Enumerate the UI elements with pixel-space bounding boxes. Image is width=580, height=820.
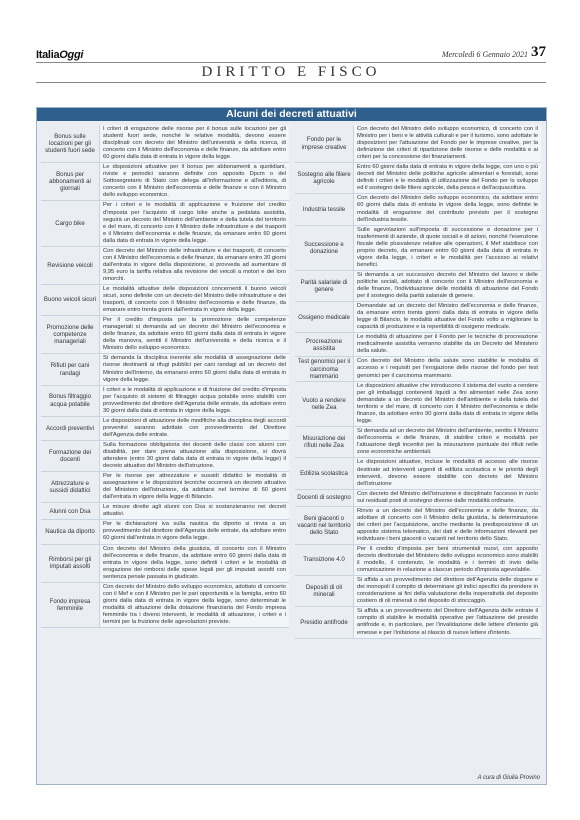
decree-description: Con decreto del Ministro dello sviluppo economico, di concerto con il Ministro per i beni e le attività culturali e per il turismo, sono adottate le disposizioni per l'attuazione del Fondo per le imprese creative, per la definizione dei criteri di ripartizione delle risorse e delle modalità e ai criteri per la concessione dei finanziamenti.	[353, 125, 541, 162]
decree-topic: Cargo bike	[55, 220, 85, 227]
decree-description: Per il credito d'imposta per la promozione delle competenze manageriali si demanda ad un decreto del Ministro dell'economia e delle finanze, da adottare entro 60 giorni dalla data di entrata in vigore della manovra, sentiti il Ministro dell'università e della ricerca e il Ministro dello sviluppo economico.	[99, 316, 289, 353]
issue-date: Mercoledì 6 Gennaio 2021	[441, 50, 528, 59]
decree-topic: Nautica da diporto	[45, 528, 95, 536]
decree-topic: Revisione veicoli	[47, 261, 93, 269]
decree-topic: Transizione 4.0	[303, 556, 345, 564]
decree-description: Le disposizioni attuative per il bonus per abbonamenti a quotidiani, riviste e periodici saranno definite con apposito Dpcm o del Sottosegretario di Stato con delega all'informazione e all'editoria, di concerto con il Ministro dell'economia e delle finanze e con il Ministro dello sviluppo economico.	[99, 163, 289, 200]
decree-row	[295, 607, 541, 638]
decree-description: I criteri e le modalità di applicazione e di fruizione del credito d'imposta per l'acquisto di sistemi di filtraggio acqua potabile sono stabiliti con provvedimento del direttore dell'Agenzia delle entrate, da adottare entro 30 giorni dalla data di entrata in vigore della legge.	[99, 386, 289, 416]
decree-topic: Promozione delle competenze manageriali	[46, 323, 94, 346]
decree-topic: Rifiuti per cani randagi	[50, 362, 90, 377]
left-column	[41, 125, 289, 628]
decree-row	[41, 503, 289, 520]
decree-row	[41, 417, 289, 441]
decree-description: Le disposizioni di attuazione delle modifiche alla disciplina degli accordi preventivi saranno adottate con provvedimento del Direttore dell'Agenzia delle entrate.	[99, 417, 289, 440]
decree-description: Le disposizioni attuative che introducono il sistema del vuoto a rendere per gli imballaggi contenenti liquidi a fini alimentari nelle Zea sono demandate a un decreto del Ministro dell'ambiente e della tutela del territorio e del mare, di concerto con il Ministro dell'economia e delle finanze, da adottare entro 90 giorni dalla data di entrata in vigore della legge.	[353, 382, 541, 426]
decree-topic: Misurazione dei rifiuti nelle Zea	[302, 435, 346, 450]
decree-topic: Presidio antifrode	[300, 618, 348, 626]
credit-line: A cura di Giulia Provino	[477, 775, 540, 781]
decree-description: Le modalità di attuazione per il Fondo per le tecniche di procreazione medicalmente assistita verranno stabilite da un Decreto del Ministero della salute.	[353, 333, 541, 356]
decree-topic: Procreazione assistita	[306, 337, 342, 352]
decree-description: Si affida a un provvedimento del Direttore dell'Agenzia delle entrate il compito di stabilire le modalità operative per l'attuazione del presidio antifrode e, in particolare, per l'invalidazione delle lettere d'intento già emesse e per l'inibizione al rilascio di nuove lettere d'intento.	[353, 607, 541, 637]
decree-description: Le misure dirette agli alunni con Dsa si sostanzieranno nei decreti attuativi.	[99, 503, 289, 519]
decree-topic: Attrezzature e sussidi didattici	[49, 480, 91, 495]
logo-text-italia: Italia	[36, 49, 60, 61]
decree-description: I criteri di erogazione delle risorse per il bonus sulle locazioni per gli studenti fuori sede, nonché le relative modalità, devono essere disciplinati con decreto del Ministro dell'università e della ricerca, di concerto con il Ministro dell'economia e delle finanze, da adottare entro 60 giorni dalla data di entrata in vigore della legge.	[99, 125, 289, 162]
decree-row	[295, 271, 541, 302]
decree-topic: Bonus filtraggio acqua potabile	[48, 393, 91, 408]
decree-row	[41, 472, 289, 503]
decree-topic: Docenti di sostegno	[297, 494, 351, 502]
decree-row	[295, 507, 541, 545]
decree-topic: Bonus per abbonamenti ai giornali	[49, 171, 91, 193]
decree-description: Entro 60 giorni dalla data di entrata in vigore della legge, con uno o più decreti del Ministro delle politiche agricole alimentari e forestali, sono definiti i criteri e le modalità di utilizzazione del Fondo per lo sviluppo ed il sostegno delle filiere agricole, della pesca e dell'acquacoltura.	[353, 163, 541, 193]
decree-description: Sulle agevolazioni sull'imposta di successione e donazione per i trasferimenti di aziende, di quote sociali e di azioni, nonché l'esenzione fiscale delle plusvalenze relative alle operazioni, il Mef stabilisce con proprio decreto, da emanare entro 60 giorni dalla data di entrata in vigore della legge, i criteri e le modalità per l'accesso ai relativi benefici.	[353, 226, 541, 270]
decree-topic: Ossigeno medicale	[298, 313, 350, 321]
decree-description: Con decreto del Ministro della giustizia, di concerto con il Ministro dell'economia e delle finanze, da adottare entro 60 giorni dalla data di entrata in vigore della legge, sono definiti i criteri e le modalità di erogazione dei rimborsi delle spese legali per gli imputati assolti con sentenza penale passata in giudicato.	[99, 545, 289, 582]
decree-description: Rinvio a un decreto del Ministro dell'economia e delle finanze, da adottare di concerto con il Ministro della giustizia, la determinazione dei criteri per l'acquisizione, anche mediante la predisposizione di un apposito sistema telematico, dei dati e delle informazioni rilevanti per individuare i beni giacenti o vacanti nel territorio dello Stato.	[353, 507, 541, 544]
decree-row	[41, 545, 289, 583]
decree-row	[41, 441, 289, 472]
decree-topic: Parità salariale di genere	[300, 278, 348, 293]
decree-row	[41, 354, 289, 385]
decree-description: Con decreto del Ministro delle infrastrutture e dei trasporti, di concerto con il Ministro dell'economia e delle finanze, da emanare entro 30 giorni dall'entrata in vigore della disposizione, si provveda ad aumentare di 9,95 euro la tariffa relativa alla revisione dei veicoli a motori e dei loro rimorchi.	[99, 247, 289, 284]
decree-row	[41, 125, 289, 163]
decrees-panel	[36, 107, 547, 785]
decree-topic: Industria tessile	[302, 205, 346, 213]
decree-topic: Rimborsi per gli imputati assolti	[48, 555, 92, 571]
decree-row	[295, 427, 541, 458]
decree-topic: Accordi preventivi	[45, 424, 95, 432]
page-number: 37	[531, 44, 546, 60]
decree-row	[295, 545, 541, 576]
decree-row	[41, 520, 289, 544]
decree-description: Sulla formazione obbligatoria dei docenti delle classi con alunni con disabilità, per dare piena attuazione alla disposizione, si dovrà attendere (entro 30 giorni dalla data di entrata in vigore della legge) il decreto attuativo del Ministro dell'istruzione.	[99, 441, 289, 471]
decree-topic: Fondo per le imprese creative	[301, 136, 347, 151]
decree-row	[295, 163, 541, 194]
decree-description: Per i criteri e le modalità di applicazione e fruizione del credito d'imposta per l'acquisto di cargo bike anche a pedalata assistita, seguirà un decreto del Ministro dell'ambiente e della tutela del territorio e del mare, di concerto con il Ministro delle infrastrutture e dei trasporti e il Ministro dell'economia e delle finanze, da emanare entro 60 giorni dalla data di entrata in vigore della legge.	[99, 201, 289, 245]
masthead	[0, 0, 580, 78]
decree-description: Si demanda la disciplina inerente alle modalità di assegnazione delle risorse destinanti ai rifugi pubblici per cani randagi ad un decreto del Ministro dell'interno, da emanarsi entro 60 giorni dalla data di entrata in vigore della legge.	[99, 354, 289, 384]
decree-row	[295, 458, 541, 489]
decree-topic: Fondo impresa femminile	[49, 597, 91, 612]
decree-row	[41, 316, 289, 354]
decree-description: Le modalità attuative delle disposizioni concernenti il buono veicoli sicuri, sono definite con un decreto del Ministro delle infrastrutture e dei trasporti, di concerto con il Ministro dell'economia e delle finanze, da emanare entro trenta giorni dall'entrata in vigore della legge.	[99, 285, 289, 315]
decree-description: Con decreto del Ministro dell'istruzione è disciplinato l'accesso in ruolo sui residuati posti di sostegno diverse dalle modalità ordinarie.	[353, 490, 541, 506]
section-title: DIRITTO E FISCO	[201, 64, 381, 80]
decree-topic: Formazione dei docenti	[49, 448, 91, 464]
decree-topic: Sostegno alle filiere agricole	[297, 171, 351, 186]
decree-row	[295, 576, 541, 607]
decree-topic: Depositi di oli minerali	[305, 584, 343, 599]
decree-row	[41, 386, 289, 417]
decree-row	[41, 201, 289, 246]
decree-topic: Beni giacenti o vacanti nel territorio dello Stato	[297, 514, 351, 536]
decree-row	[295, 226, 541, 271]
decree-topic: Edilizia scolastica	[300, 469, 348, 477]
decree-row	[41, 583, 289, 628]
decree-row	[41, 247, 289, 285]
logo-text-oggi: Oggi	[59, 49, 84, 61]
decree-topic: Successione e donazione	[304, 240, 344, 255]
decree-description: Con decreto del Ministro dello sviluppo economico, adottato di concerto con il Mef e con il Ministro per le pari opportunità e la famiglia, entro 60 giorni dalla data di entrata in vigore della legge, sono determinati le modalità di attuazione della dotazione finanziaria del Fondo impresa femminile tra i diversi interventi, le modalità di attuazione, i criteri e i termini per la fruizione delle agevolazioni previste.	[99, 583, 289, 627]
decree-row	[295, 333, 541, 357]
decree-row	[295, 382, 541, 427]
decree-description: Si demanda a un successivo decreto del Ministro del lavoro e delle politiche sociali, adottato di concerto con il Ministro dell'economia e delle finanze, l'individuazione delle modalità di attuazione del Fondo per il sostegno della parità salariale di genere.	[353, 271, 541, 301]
right-column	[295, 125, 541, 639]
decree-description: Con decreto del Ministro dello sviluppo economico, da adottare entro 60 giorni dalla data di entrata in vigore della legge, sono definite le modalità di erogazione del contributo previsto per il sostegno dell'industria tessile.	[353, 194, 541, 224]
decree-row	[295, 490, 541, 507]
decree-description: Per le dichiarazioni iva sulla nautica da diporto si rinvia a un provvedimento del direttore dell'Agenzia delle entrate, da adottare entro 60 giorni dall'entrata in vigore della legge.	[99, 520, 289, 543]
decree-description: Per il credito d'imposta per beni strumentali nuovi, con apposito decreto direttoriale del Ministero dello sviluppo economico sono stabiliti il modello, il contenuto, le modalità e i termini di invio della comunicazione in relazione a clascun periodo d'imposta agevolabile.	[353, 545, 541, 575]
decree-topic: Bonus sulle locazioni per gli studenti fuori sede	[45, 132, 95, 155]
decree-topic: Alunni con Dsa	[49, 507, 91, 515]
decree-description: Si affida a un provvedimento del direttore dell'Agenzia delle dogane e dei monopoli il compito di determinare gli indici specifici da prendere in considerazione ai fini della valutazione della inoperatività del deposito costiero di oli minerali o del deposito di stoccaggio.	[353, 576, 541, 606]
decree-description: Le disposizioni attuative, incluse le modalità di accesso alle risorse destinate ad interventi urgenti di edilizia scolastica e le priorità degli interventi, devono essere stabilite con decreto del Ministro dell'istruzione	[353, 458, 541, 488]
section-rule-bottom	[36, 82, 546, 83]
panel-title: Alcuni dei decreti attuativi	[37, 108, 546, 121]
decree-row	[295, 125, 541, 163]
decree-row	[295, 194, 541, 225]
decree-row	[295, 357, 541, 382]
decree-description: Con decreto del Ministro della salute sono stabilite le modalità di accesso e i requisiti per l'erogazione delle risorse del fondo per test genomici per il carcinoma mammario.	[353, 357, 541, 381]
decree-description: Demandate ad un decreto del Ministro dell'economia e delle finanze, da emanare entro trenta giorni dalla data di entrata in vigore della legge di Bilancio, le modalità attuative del Fondo volto a migliorare la capacità di produzione e la reperibilità di ossigeno medicale.	[353, 302, 541, 332]
decree-description: Per le risorse per attrezzature e sussidi didattici le modalità di assegnazione e le disposizioni tecniche occorrerà un decreto attuativo del Ministero dell'istruzione, da adottarsi nel termine di 60 giorni dall'entrata in vigore della legge di Bilancio.	[99, 472, 289, 502]
decree-topic: Vuoto a rendere nelle Zea	[302, 396, 346, 412]
decree-row	[41, 163, 289, 201]
decree-description: Si demanda ad un decreto del Ministro dell'ambiente, sentito il Ministro dell'economia e delle finanze, di stabilire criteri e modalità per l'attuazione degli incentivi per la misurazione puntuale dei rifiuti nelle zone economiche ambientali.	[353, 427, 541, 457]
decree-row	[295, 302, 541, 333]
newspaper-logo	[36, 49, 83, 61]
decree-topic: Buono veicoli sicuri	[43, 296, 97, 304]
decree-topic: Test genomici per il carcinoma mammario	[297, 358, 351, 380]
decree-row	[41, 285, 289, 316]
